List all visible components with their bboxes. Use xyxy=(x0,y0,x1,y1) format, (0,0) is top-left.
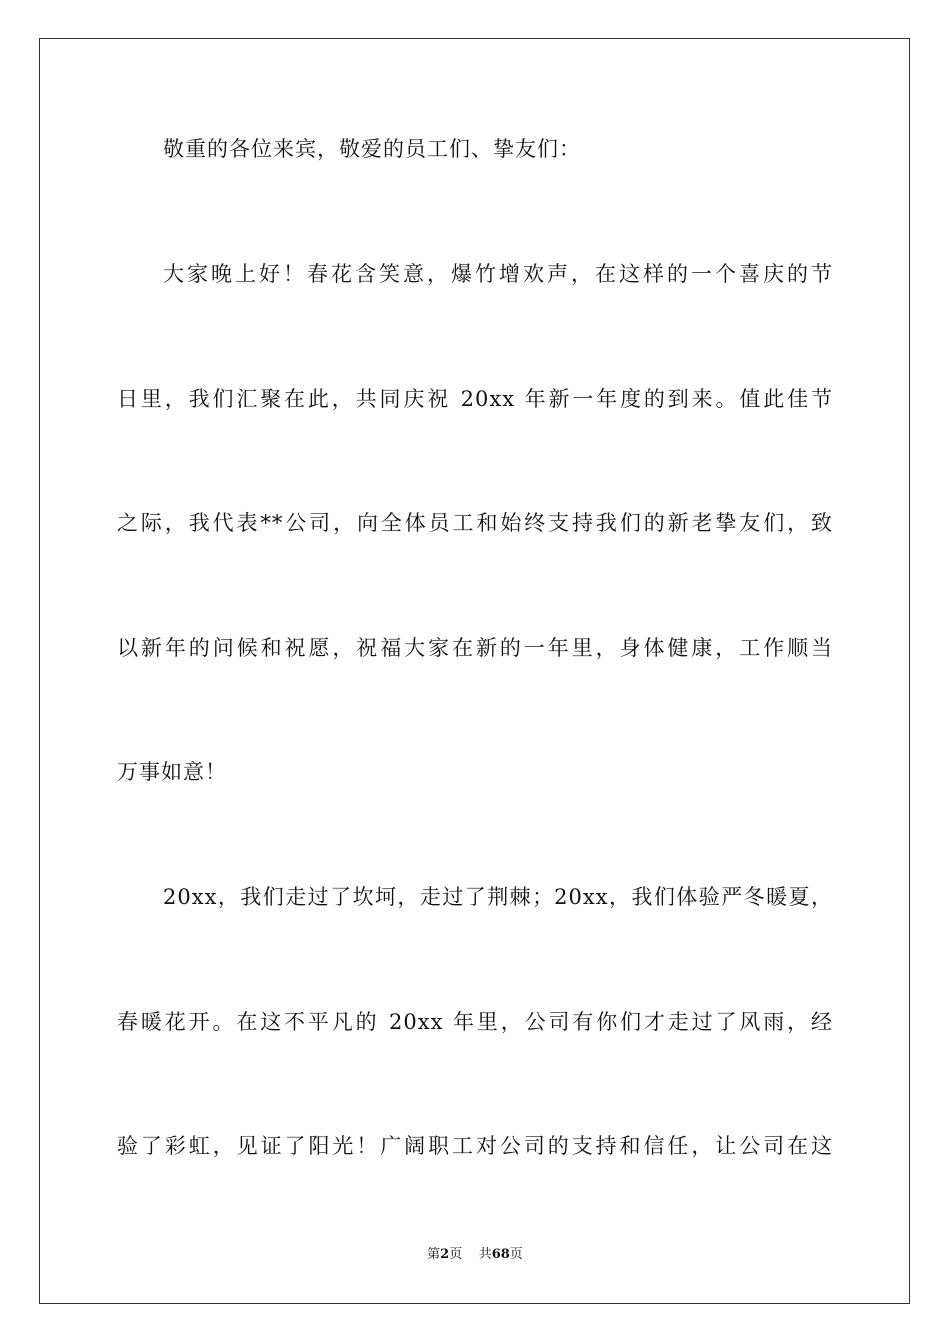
page-number: 2 xyxy=(440,1247,450,1262)
total-suffix: 页 xyxy=(509,1247,523,1262)
total-prefix: 共 xyxy=(478,1247,492,1262)
paragraph-line: 日里，我们汇聚在此，共同庆祝 20xx 年新一年度的到来。值此佳节 xyxy=(117,387,833,411)
page-border xyxy=(39,38,910,1304)
paragraph-line: 万事如意！ xyxy=(117,760,227,784)
page-prefix: 第 xyxy=(427,1247,441,1262)
page-suffix: 页 xyxy=(449,1247,463,1262)
page-footer xyxy=(0,1246,950,1264)
paragraph-line: 以新年的问候和祝愿，祝福大家在新的一年里，身体健康，工作顺当 xyxy=(117,636,833,660)
paragraph-line: 20xx，我们走过了坎坷，走过了荆棘；20xx，我们体验严冬暖夏， xyxy=(163,885,833,909)
paragraph-line: 大家晚上好！春花含笑意，爆竹增欢声，在这样的一个喜庆的节 xyxy=(163,262,833,286)
paragraph-line: 之际，我代表**公司，向全体员工和始终支持我们的新老挚友们，致 xyxy=(117,511,833,535)
total-pages: 68 xyxy=(491,1247,510,1262)
paragraph-line: 验了彩虹，见证了阳光！广阔职工对公司的支持和信任，让公司在这 xyxy=(117,1134,833,1158)
paragraph-line: 春暖花开。在这不平凡的 20xx 年里，公司有你们才走过了风雨，经 xyxy=(117,1010,833,1034)
salutation-line: 敬重的各位来宾，敬爱的员工们、挚友们： xyxy=(163,137,581,161)
